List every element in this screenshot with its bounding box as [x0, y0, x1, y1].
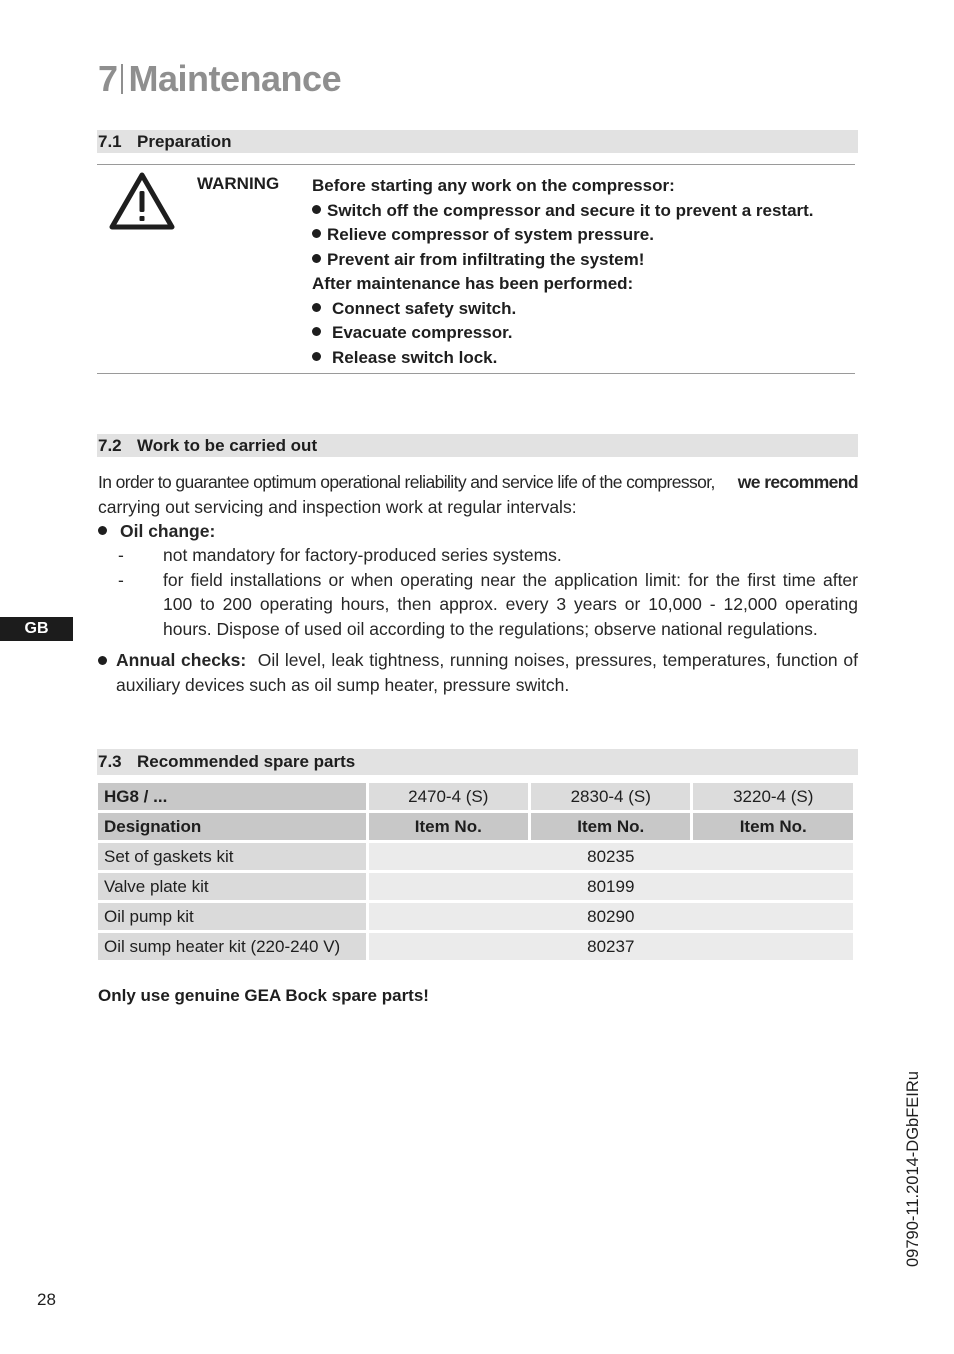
- model-cell: 2470-4 (S): [369, 783, 528, 810]
- item-no-header: Item No.: [531, 813, 690, 840]
- item-no-header: Item No.: [369, 813, 528, 840]
- item-number-cell: 80290: [369, 903, 853, 930]
- bullet-icon: [312, 229, 321, 238]
- section-title: Preparation: [137, 132, 232, 151]
- part-name-cell: Oil pump kit: [98, 903, 366, 930]
- divider-top: [97, 164, 855, 165]
- chapter-number: 7: [98, 58, 118, 99]
- spare-parts-note: Only use genuine GEA Bock spare parts!: [98, 986, 429, 1005]
- part-name-cell: Valve plate kit: [98, 873, 366, 900]
- document-code: 09790-11.2014-DGbFEIRu: [904, 1071, 922, 1267]
- divider-bottom: [97, 373, 855, 374]
- item-number-cell: 80237: [369, 933, 853, 960]
- part-name-cell: Oil sump heater kit (220-240 V): [98, 933, 366, 960]
- language-tab: GB: [0, 617, 73, 641]
- bullet-icon: [312, 327, 321, 336]
- warning-bullet: Relieve compressor of system pressure.: [312, 223, 852, 248]
- warning-instructions: [312, 174, 852, 370]
- model-cell: 3220-4 (S): [693, 783, 853, 810]
- page-number: 28: [37, 1290, 56, 1309]
- bullet-icon: [98, 656, 107, 665]
- intro-text: In order to guarantee optimum operational reliability and service life of the compressor,: [98, 472, 715, 492]
- annual-checks-item: [98, 648, 858, 697]
- warning-bullet: Connect safety switch.: [312, 297, 852, 322]
- table-subheader-row: [98, 813, 853, 840]
- section-number: 7.3: [98, 752, 122, 771]
- bullet-icon: [312, 352, 321, 361]
- warning-bullet: Prevent air from infiltrating the system!: [312, 248, 852, 273]
- list-item: - not mandatory for factory-produced series systems.: [118, 543, 858, 568]
- section-heading-preparation: [97, 130, 858, 153]
- warning-label: WARNING: [197, 174, 280, 193]
- bullet-icon: [312, 303, 321, 312]
- bullet-icon: [98, 526, 107, 535]
- table-row: [98, 903, 853, 930]
- chapter-title: [98, 58, 341, 100]
- model-label-cell: HG8 / ...: [98, 783, 366, 810]
- model-cell: 2830-4 (S): [531, 783, 690, 810]
- chapter-separator: [121, 64, 123, 94]
- chapter-name: Maintenance: [128, 58, 342, 99]
- section-title: Work to be carried out: [137, 436, 318, 455]
- item-no-header: Item No.: [693, 813, 853, 840]
- warning-line: After maintenance has been performed:: [312, 274, 634, 293]
- section-number: 7.2: [98, 436, 122, 455]
- warning-line: Before starting any work on the compressor:: [312, 176, 675, 195]
- annual-checks-text: Oil level, leak tightness, running noises, pressures, temperatures, function of auxiliary devices such as oil sump heater, pressure switch.: [116, 650, 858, 695]
- section-title: Recommended spare parts: [137, 752, 356, 771]
- part-name-cell: Set of gaskets kit: [98, 843, 366, 870]
- table-row: [98, 843, 853, 870]
- intro-paragraph: [98, 470, 858, 519]
- section-heading-spare-parts: [97, 749, 858, 775]
- bullet-icon: [312, 254, 321, 263]
- dash-marker: -: [118, 569, 124, 590]
- item-number-cell: 80199: [369, 873, 853, 900]
- section-heading-work: [97, 434, 858, 457]
- oil-change-details: [118, 543, 858, 641]
- spare-parts-table: [95, 780, 856, 963]
- list-item: - for field installations or when operating near the application limit: for the first time after 100 to 200 operating hours, then approx. every 3 years or 10,000 - 12,000 operating hours. Dispose of used oil according to the regulations; observe national regulations.: [118, 569, 858, 639]
- dash-marker: -: [118, 545, 124, 565]
- intro-emphasis: we recommend: [737, 472, 858, 492]
- warning-triangle-icon: [109, 171, 175, 231]
- table-header-row: [98, 783, 853, 810]
- section-number: 7.1: [98, 132, 122, 151]
- warning-bullet: Evacuate compressor.: [312, 321, 852, 346]
- oil-change-item: [98, 519, 858, 544]
- designation-header: Designation: [98, 813, 366, 840]
- annual-checks-label: Annual checks:: [116, 650, 247, 670]
- warning-bullet: Release switch lock.: [312, 346, 852, 371]
- bullet-icon: [312, 205, 321, 214]
- table-row: [98, 933, 853, 960]
- oil-change-label: Oil change:: [120, 521, 216, 541]
- intro-text-line2: carrying out servicing and inspection work at regular intervals:: [98, 496, 577, 517]
- warning-bullet: Switch off the compressor and secure it to prevent a restart.: [312, 199, 852, 224]
- table-row: [98, 873, 853, 900]
- item-number-cell: 80235: [369, 843, 853, 870]
